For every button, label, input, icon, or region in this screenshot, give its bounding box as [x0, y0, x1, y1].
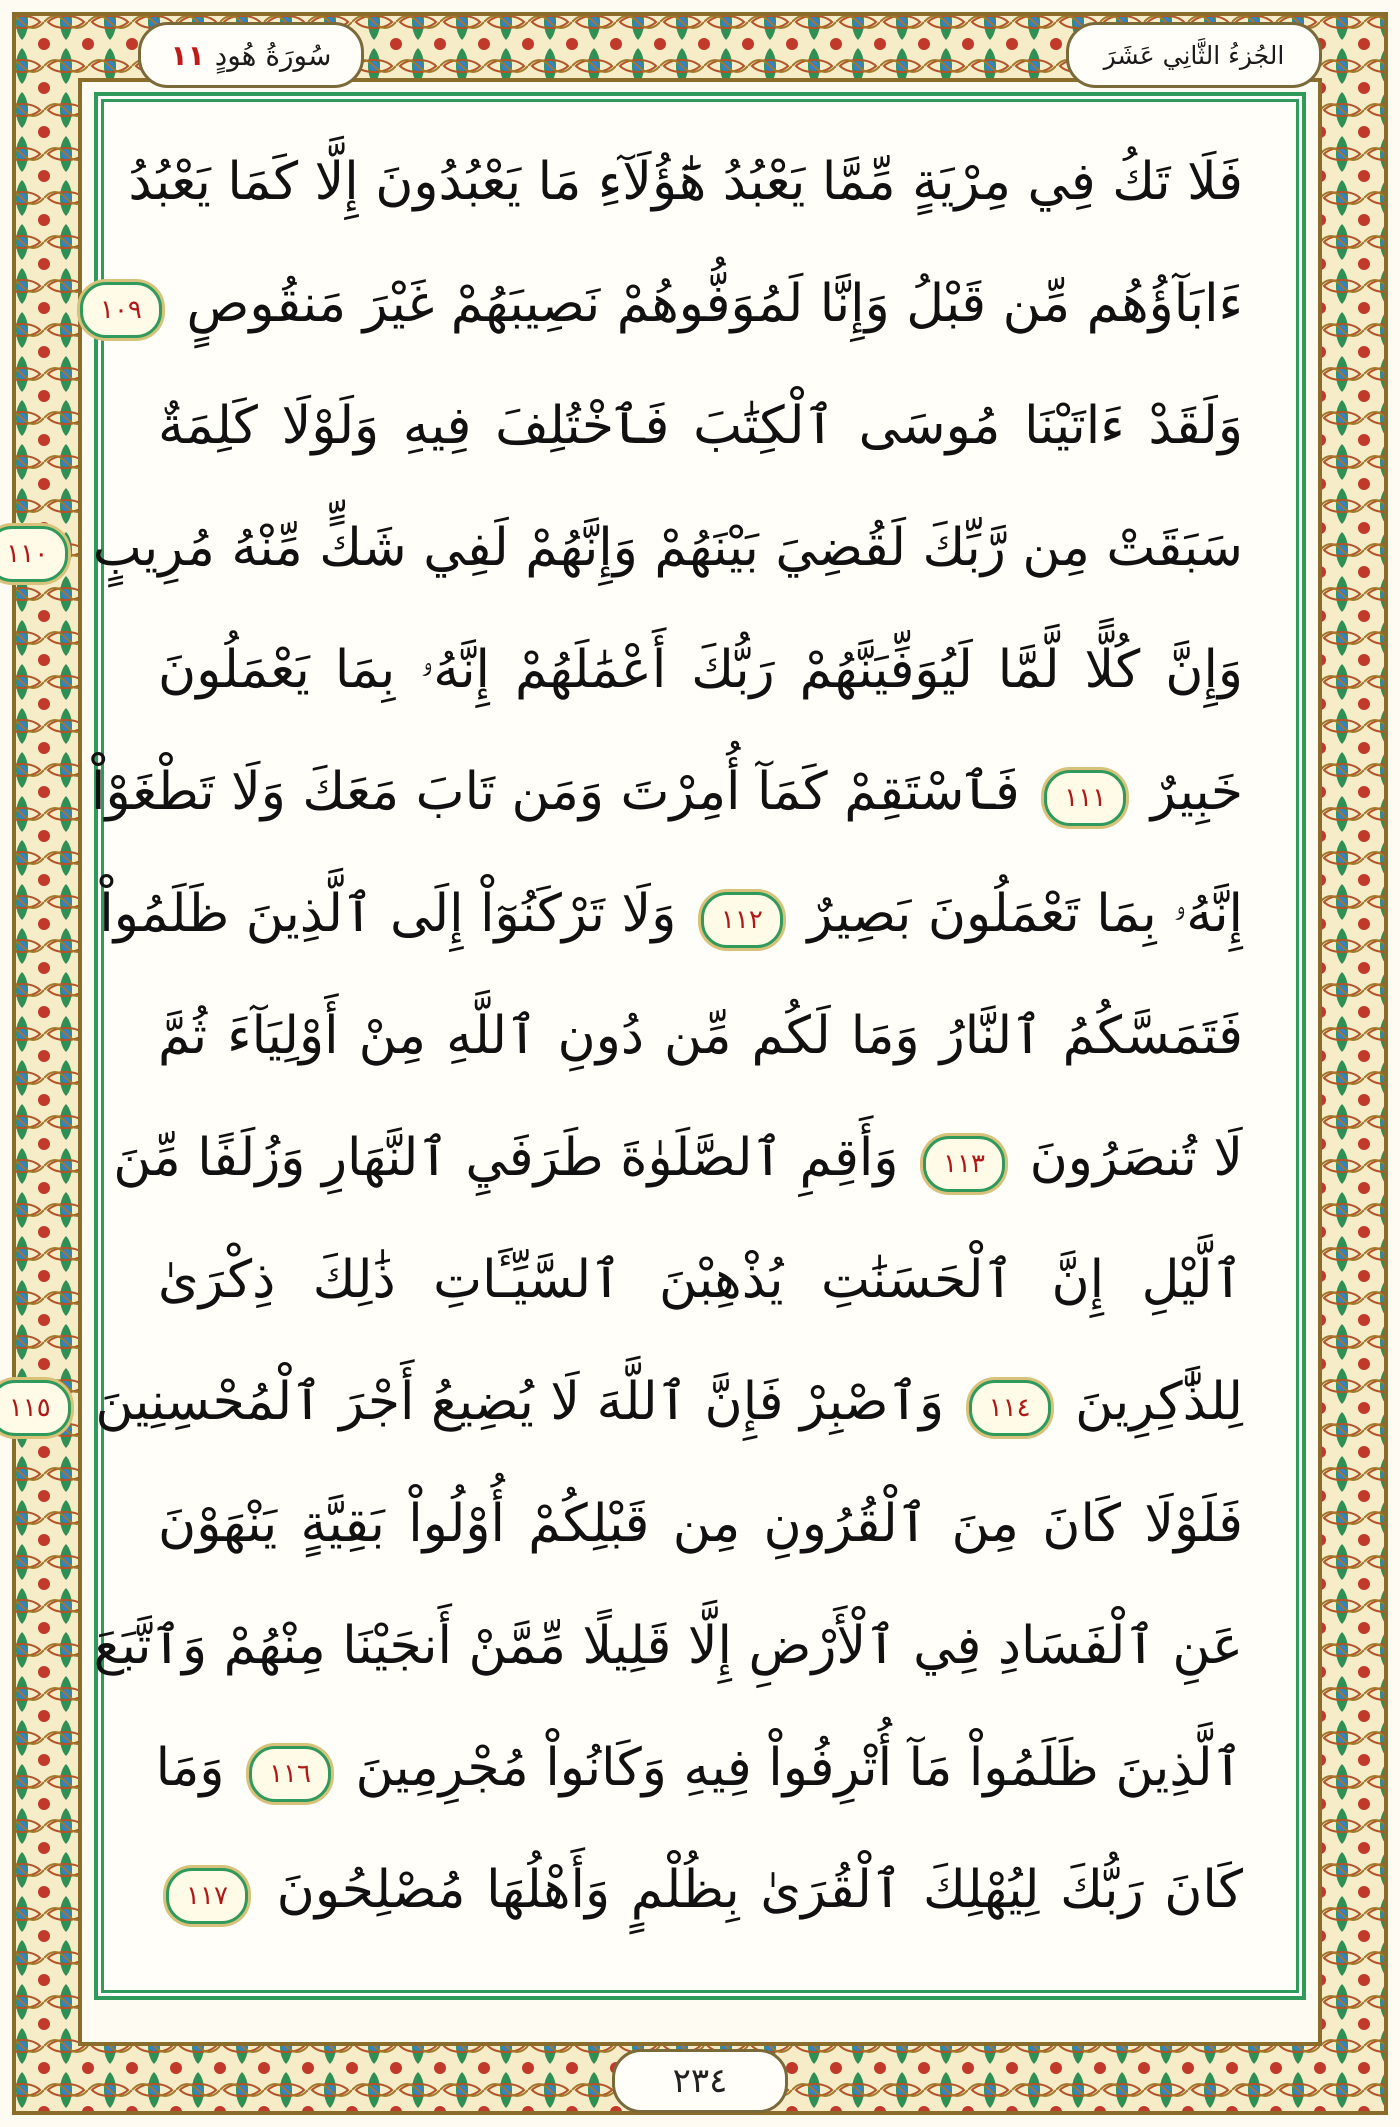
text-panel [6, 92, 1306, 2000]
verse-text: ٱلَّيْلِ إِنَّ ٱلْحَسَنَٰتِ يُذْهِبْنَ ٱلسَّيِّـَٔاتِ ذَٰلِكَ ذِكْرَىٰ [158, 1250, 1243, 1310]
ayah-number-marker: ١١٥ [0, 1380, 71, 1436]
ayah-number-marker: ١١٢ [701, 892, 783, 948]
ayah-number-marker: ١١٦ [249, 1746, 331, 1802]
verse-text: لَا تُنصَرُونَ [1029, 1128, 1243, 1188]
ayah-number-marker: ١١٤ [969, 1380, 1051, 1436]
quran-line [100, 254, 1243, 354]
verse-text: ٱلَّذِينَ ظَلَمُواْ مَآ أُتْرِفُواْ فِيهِ وَكَانُواْ مُجْرِمِينَ [355, 1738, 1243, 1798]
verse-text: وَلَا تَرْكَنُوٓاْ إِلَى ٱلَّذِينَ ظَلَمُواْ [99, 884, 677, 944]
quran-line [158, 986, 1243, 1086]
verse-text: ءَابَآؤُهُم مِّن قَبْلُ وَإِنَّا لَمُوَفُّوهُمْ نَصِيبَهُمْ غَيْرَ مَنقُوصٍ [186, 274, 1243, 334]
quran-line [6, 498, 1243, 598]
verse-text: وَأَقِمِ ٱلصَّلَوٰةَ طَرَفَيِ ٱلنَّهَارِ وَزُلَفًا مِّنَ [113, 1128, 899, 1188]
surah-title [138, 22, 364, 88]
verse-text: لِلذَّٰكِرِينَ [1075, 1372, 1243, 1432]
verse-text: عَنِ ٱلْفَسَادِ فِي ٱلْأَرْضِ إِلَّا قَلِيلًا مِّمَّنْ أَنجَيْنَا مِنْهُمْ وَٱتَّبَعَ [93, 1616, 1243, 1676]
quran-line [155, 1718, 1243, 1818]
verse-text: وَلَقَدْ ءَاتَيْنَا مُوسَى ٱلْكِتَٰبَ فَٱخْتُلِفَ فِيهِ وَلَوْلَا كَلِمَةٌ [158, 396, 1243, 456]
quran-line [93, 1596, 1243, 1696]
verse-text: فَلَا تَكُ فِي مِرْيَةٍ مِّمَّا يَعْبُدُ هَٰٓؤُلَآءِ مَا يَعْبُدُونَ إِلَّا كَمَا يَعْبُدُ [128, 152, 1243, 212]
quran-line [158, 620, 1243, 720]
verse-text: وَٱصْبِرْ فَإِنَّ ٱللَّهَ لَا يُضِيعُ أَجْرَ ٱلْمُحْسِنِينَ [95, 1372, 945, 1432]
quran-line [158, 1840, 1243, 1940]
ayah-number-marker: ١١١ [1044, 770, 1126, 826]
quran-line [158, 376, 1243, 476]
surah-number: ١١ [170, 38, 205, 72]
verse-text: وَإِنَّ كُلًّا لَّمَّا لَيُوَفِّيَنَّهُمْ رَبُّكَ أَعْمَٰلَهُمْ إِنَّهُۥ بِمَا يَعْمَلُونَ [158, 640, 1243, 700]
verse-text: إِنَّهُۥ بِمَا تَعْمَلُونَ بَصِيرٌ [807, 884, 1243, 944]
ayah-number-marker: ١١٠ [0, 526, 68, 582]
ayah-number-marker: ١١٣ [923, 1136, 1005, 1192]
verse-text: فَلَوْلَا كَانَ مِنَ ٱلْقُرُونِ مِن قَبْلِكُمْ أُوْلُواْ بَقِيَّةٍ يَنْهَوْنَ [158, 1494, 1243, 1554]
quran-line [113, 1108, 1243, 1208]
surah-title-text: سُورَةُ هُودٍ [214, 38, 332, 72]
verse-text: سَبَقَتْ مِن رَّبِّكَ لَقُضِيَ بَيْنَهُمْ وَإِنَّهُمْ لَفِي شَكٍّ مِّنْهُ مُرِيبٍ [92, 518, 1243, 578]
quran-line [99, 864, 1243, 964]
juz-title-text: الجُزءُ الثَّانِي عَشَرَ [1103, 40, 1285, 70]
verse-text: فَٱسْتَقِمْ كَمَآ أُمِرْتَ وَمَن تَابَ مَعَكَ وَلَا تَطْغَوْاْ [91, 762, 1020, 822]
verse-text: وَمَا [155, 1738, 225, 1798]
ayah-number-marker: ١١٧ [166, 1868, 248, 1924]
page-number [612, 2049, 788, 2113]
verse-text: كَانَ رَبُّكَ لِيُهْلِكَ ٱلْقُرَىٰ بِظُلْمٍ وَأَهْلُهَا مُصْلِحُونَ [276, 1860, 1244, 1920]
quran-line [128, 132, 1243, 232]
quran-line [158, 1474, 1243, 1574]
juz-title [1066, 22, 1322, 88]
verse-text: خَبِيرٌ [1150, 762, 1243, 822]
verse-text: فَتَمَسَّكُمُ ٱلنَّارُ وَمَا لَكُم مِّن دُونِ ٱللَّهِ مِنْ أَوْلِيَآءَ ثُمَّ [158, 1006, 1243, 1066]
page-number-text: ٢٣٤ [672, 2061, 728, 2101]
quran-line [158, 1230, 1243, 1330]
quran-line [8, 1352, 1243, 1452]
quran-line [91, 742, 1243, 842]
ayah-number-marker: ١٠٩ [80, 282, 162, 338]
